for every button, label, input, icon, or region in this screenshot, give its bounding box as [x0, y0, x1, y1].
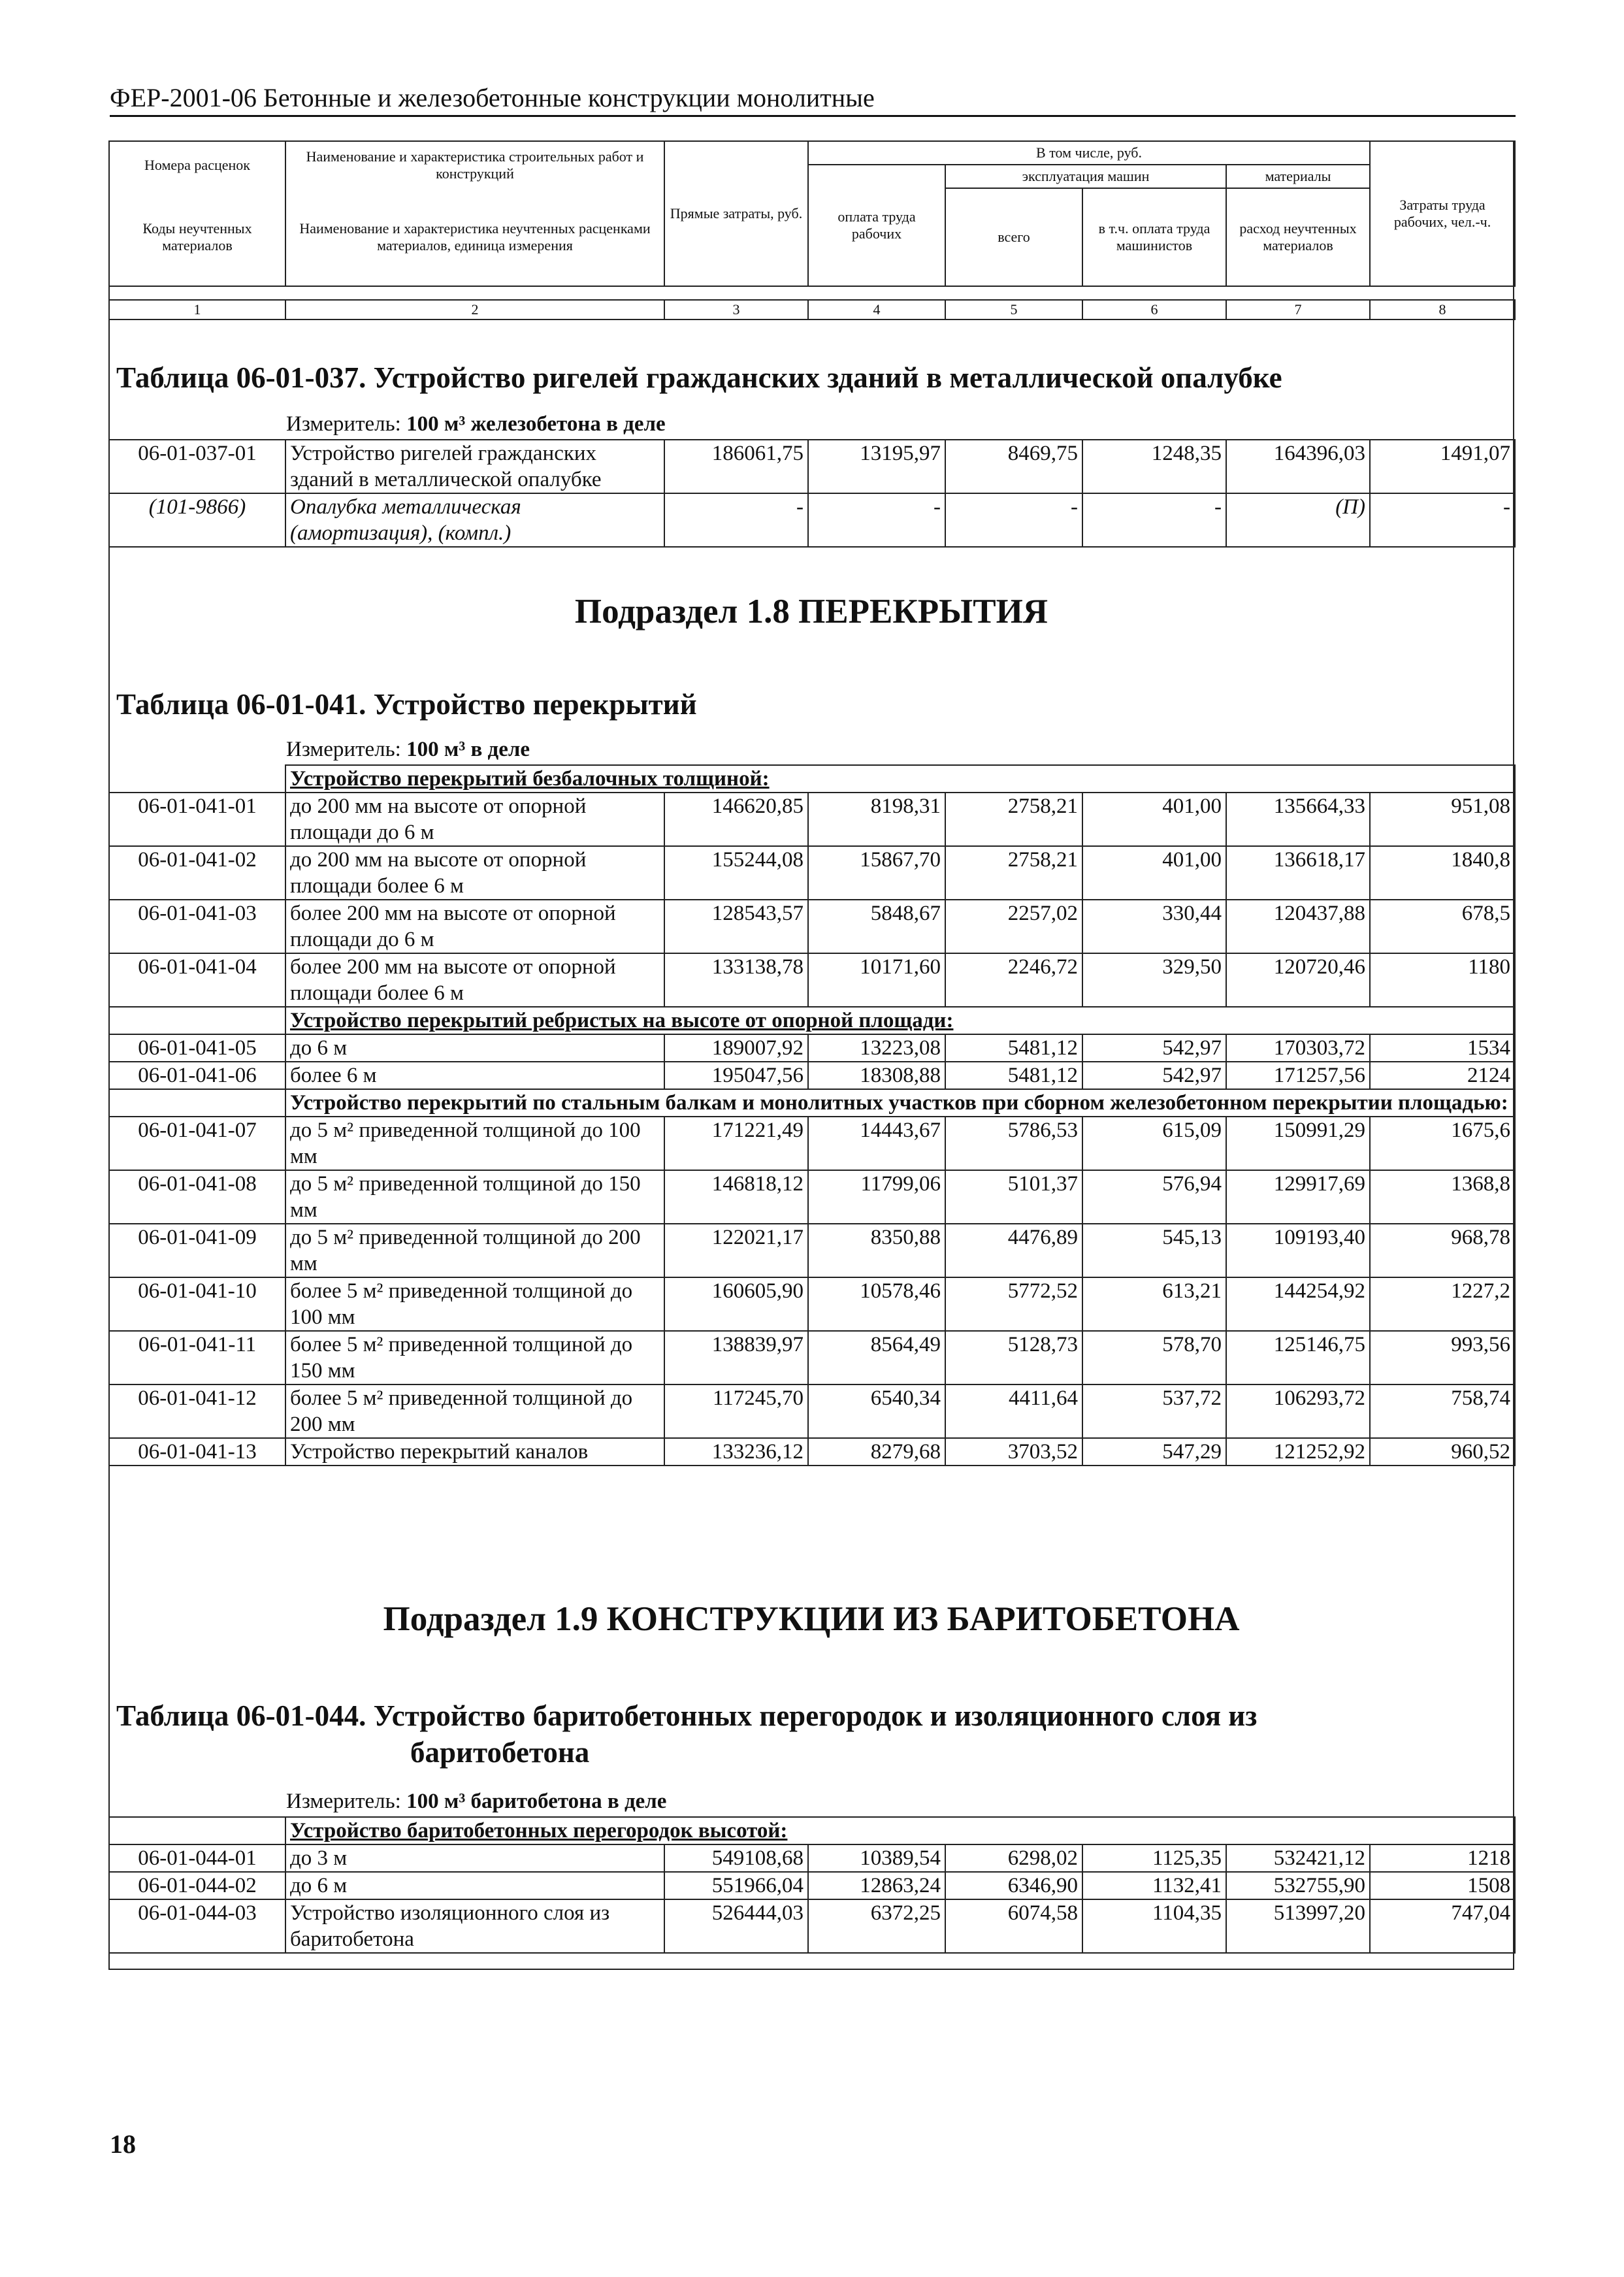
table-044-title-line2: баритобетона	[410, 1736, 590, 1769]
row-c3: 138839,97	[664, 1331, 808, 1384]
subsection-1-9-title: Подраздел 1.9 КОНСТРУКЦИИ ИЗ БАРИТОБЕТОНА	[383, 1600, 1240, 1638]
column-header-table	[108, 140, 1516, 287]
table-row	[109, 1034, 1515, 1062]
group-label: Устройство баритобетонных перегородок высотой:	[285, 1817, 1515, 1844]
row-c8: 1840,8	[1370, 846, 1515, 900]
header-rule	[110, 115, 1516, 117]
table-row	[109, 1117, 1515, 1170]
row-c4: 8350,88	[808, 1224, 945, 1277]
col-num-2: 2	[285, 300, 664, 319]
materials-header: материалы	[1226, 165, 1370, 188]
col5-header: всего	[945, 188, 1082, 286]
row-c5: 5481,12	[945, 1062, 1082, 1089]
page-number: 18	[110, 2129, 136, 2159]
row-c8: 1508	[1370, 1872, 1515, 1899]
row-code: (101-9866)	[109, 493, 285, 547]
row-c4: 13223,08	[808, 1034, 945, 1062]
table-row	[109, 1277, 1515, 1331]
table-044-meter	[286, 1789, 666, 1814]
row-c3: 160605,90	[664, 1277, 808, 1331]
row-c7: 144254,92	[1226, 1277, 1370, 1331]
row-c8: 968,78	[1370, 1224, 1515, 1277]
row-name: более 200 мм на высоте от опорной площади более 6 м	[285, 953, 664, 1007]
table-044	[108, 1816, 1516, 1954]
col6-header: в т.ч. оплата труда машинистов	[1082, 188, 1226, 286]
table-row	[109, 793, 1515, 846]
meter-prefix: Измеритель:	[286, 1790, 407, 1813]
table-row	[109, 440, 1515, 493]
row-c3: 146620,85	[664, 793, 808, 846]
row-c7: 513997,20	[1226, 1899, 1370, 1953]
row-c8: 1218	[1370, 1844, 1515, 1872]
row-c4: -	[808, 493, 945, 547]
row-c7: 171257,56	[1226, 1062, 1370, 1089]
row-c5: 6346,90	[945, 1872, 1082, 1899]
row-code: 06-01-041-05	[109, 1034, 285, 1062]
row-name: до 6 м	[285, 1872, 664, 1899]
meter-prefix: Измеритель:	[286, 412, 407, 436]
row-c3: 133138,78	[664, 953, 808, 1007]
row-c4: 15867,70	[808, 846, 945, 900]
table-row	[109, 1170, 1515, 1224]
row-c3: 122021,17	[664, 1224, 808, 1277]
row-c6: 542,97	[1082, 1062, 1226, 1089]
table-row	[109, 1899, 1515, 1953]
meter-prefix: Измеритель:	[286, 738, 407, 761]
row-name: более 200 мм на высоте от опорной площади до 6 м	[285, 900, 664, 953]
row-c5: 6298,02	[945, 1844, 1082, 1872]
row-c6: 329,50	[1082, 953, 1226, 1007]
row-c4: 13195,97	[808, 440, 945, 493]
row-c5: 2758,21	[945, 793, 1082, 846]
table-row	[109, 493, 1515, 547]
table-row	[109, 953, 1515, 1007]
row-c6: 1248,35	[1082, 440, 1226, 493]
row-c3: 195047,56	[664, 1062, 808, 1089]
row-c3: 549108,68	[664, 1844, 808, 1872]
row-c6: 613,21	[1082, 1277, 1226, 1331]
row-c5: 2246,72	[945, 953, 1082, 1007]
row-name: до 5 м² приведенной толщиной до 100 мм	[285, 1117, 664, 1170]
col-num-4: 4	[808, 300, 945, 319]
col-num-5: 5	[945, 300, 1082, 319]
table-row	[109, 1872, 1515, 1899]
table-041-title: Таблица 06-01-041. Устройство перекрытий	[116, 688, 697, 721]
table-041-meter	[286, 737, 530, 762]
row-c3: 155244,08	[664, 846, 808, 900]
row-c4: 18308,88	[808, 1062, 945, 1089]
row-c5: 5101,37	[945, 1170, 1082, 1224]
row-code: 06-01-041-04	[109, 953, 285, 1007]
row-c7: 109193,40	[1226, 1224, 1370, 1277]
col-num-8: 8	[1370, 300, 1515, 319]
row-code: 06-01-044-02	[109, 1872, 285, 1899]
row-c7: 120720,46	[1226, 953, 1370, 1007]
row-code: 06-01-041-13	[109, 1438, 285, 1466]
table-row	[109, 1438, 1515, 1466]
row-name: более 6 м	[285, 1062, 664, 1089]
row-c8: 747,04	[1370, 1899, 1515, 1953]
table-row	[109, 900, 1515, 953]
row-name: до 3 м	[285, 1844, 664, 1872]
row-c7: 150991,29	[1226, 1117, 1370, 1170]
row-c4: 10171,60	[808, 953, 945, 1007]
row-c4: 11799,06	[808, 1170, 945, 1224]
row-name: более 5 м² приведенной толщиной до 200 мм	[285, 1384, 664, 1438]
row-name: Устройство перекрытий каналов	[285, 1438, 664, 1466]
row-c3: -	[664, 493, 808, 547]
row-code: 06-01-041-09	[109, 1224, 285, 1277]
row-c7: 106293,72	[1226, 1384, 1370, 1438]
row-c7: 121252,92	[1226, 1438, 1370, 1466]
row-c5: 5786,53	[945, 1117, 1082, 1170]
row-c8: 960,52	[1370, 1438, 1515, 1466]
row-c6: 1125,35	[1082, 1844, 1226, 1872]
row-c7: 164396,03	[1226, 440, 1370, 493]
row-c8: 1227,2	[1370, 1277, 1515, 1331]
row-c8: 951,08	[1370, 793, 1515, 846]
row-c4: 6372,25	[808, 1899, 945, 1953]
row-c5: 2257,02	[945, 900, 1082, 953]
col-num-3: 3	[664, 300, 808, 319]
row-c6: 547,29	[1082, 1438, 1226, 1466]
row-c5: 6074,58	[945, 1899, 1082, 1953]
row-name: до 5 м² приведенной толщиной до 200 мм	[285, 1224, 664, 1277]
meter-value: 100 м³ железобетона в деле	[406, 412, 666, 436]
row-c5: 2758,21	[945, 846, 1082, 900]
row-c3: 551966,04	[664, 1872, 808, 1899]
row-c8: 758,74	[1370, 1384, 1515, 1438]
row-c4: 10578,46	[808, 1277, 945, 1331]
row-c8: 2124	[1370, 1062, 1515, 1089]
row-c6: 401,00	[1082, 846, 1226, 900]
row-c6: 542,97	[1082, 1034, 1226, 1062]
row-c5: 8469,75	[945, 440, 1082, 493]
row-c8: 1368,8	[1370, 1170, 1515, 1224]
row-c6: 1132,41	[1082, 1872, 1226, 1899]
row-code: 06-01-044-03	[109, 1899, 285, 1953]
row-code: 06-01-041-10	[109, 1277, 285, 1331]
row-name: более 5 м² приведенной толщиной до 150 мм	[285, 1331, 664, 1384]
page-header: ФЕР-2001-06 Бетонные и железобетонные конструкции монолитные	[110, 83, 875, 112]
row-c5: 5481,12	[945, 1034, 1082, 1062]
row-c3: 146818,12	[664, 1170, 808, 1224]
row-c8: 1491,07	[1370, 440, 1515, 493]
group-label: Устройство перекрытий безбалочных толщиной:	[285, 765, 1515, 793]
row-code: 06-01-041-03	[109, 900, 285, 953]
row-c7: 120437,88	[1226, 900, 1370, 953]
col8-header: Затраты труда рабочих, чел.-ч.	[1370, 141, 1515, 286]
row-c4: 12863,24	[808, 1872, 945, 1899]
row-code: 06-01-041-01	[109, 793, 285, 846]
row-c5: 4476,89	[945, 1224, 1082, 1277]
table-row	[109, 1062, 1515, 1089]
row-name: до 200 мм на высоте от опорной площади до 6 м	[285, 793, 664, 846]
row-c3: 133236,12	[664, 1438, 808, 1466]
row-code: 06-01-041-06	[109, 1062, 285, 1089]
row-name: до 200 мм на высоте от опорной площади более 6 м	[285, 846, 664, 900]
column-number-row	[108, 299, 1516, 320]
row-c7: 532755,90	[1226, 1872, 1370, 1899]
col-num-6: 6	[1082, 300, 1226, 319]
incl-header: В том числе, руб.	[808, 141, 1370, 165]
row-c6: -	[1082, 493, 1226, 547]
machines-header: эксплуатация машин	[945, 165, 1226, 188]
row-c6: 576,94	[1082, 1170, 1226, 1224]
row-c7: 125146,75	[1226, 1331, 1370, 1384]
row-c5: 3703,52	[945, 1438, 1082, 1466]
row-code: 06-01-044-01	[109, 1844, 285, 1872]
meter-value: 100 м³ в деле	[406, 738, 530, 761]
row-code: 06-01-041-07	[109, 1117, 285, 1170]
row-c3: 186061,75	[664, 440, 808, 493]
row-c3: 189007,92	[664, 1034, 808, 1062]
row-c5: 5772,52	[945, 1277, 1082, 1331]
table-037-title: Таблица 06-01-037. Устройство ригелей гражданских зданий в металлической опалубке	[116, 361, 1282, 394]
col3-header: Прямые затраты, руб.	[664, 141, 808, 286]
row-code: 06-01-041-12	[109, 1384, 285, 1438]
row-c3: 526444,03	[664, 1899, 808, 1953]
row-c7: 170303,72	[1226, 1034, 1370, 1062]
table-row	[109, 1331, 1515, 1384]
col1-bottom: Коды неучтенных материалов	[109, 188, 285, 286]
row-c8: 993,56	[1370, 1331, 1515, 1384]
row-c6: 545,13	[1082, 1224, 1226, 1277]
row-name: до 5 м² приведенной толщиной до 150 мм	[285, 1170, 664, 1224]
row-c7: 136618,17	[1226, 846, 1370, 900]
table-row	[109, 1224, 1515, 1277]
table-037	[108, 439, 1516, 548]
row-c7: 135664,33	[1226, 793, 1370, 846]
col7-header: расход неучтенных материалов	[1226, 188, 1370, 286]
row-c6: 578,70	[1082, 1331, 1226, 1384]
row-name: до 6 м	[285, 1034, 664, 1062]
row-c7: 532421,12	[1226, 1844, 1370, 1872]
row-c3: 128543,57	[664, 900, 808, 953]
row-c6: 1104,35	[1082, 1899, 1226, 1953]
row-c6: 401,00	[1082, 793, 1226, 846]
row-c7: 129917,69	[1226, 1170, 1370, 1224]
row-c6: 537,72	[1082, 1384, 1226, 1438]
row-c4: 10389,54	[808, 1844, 945, 1872]
row-code: 06-01-041-08	[109, 1170, 285, 1224]
row-name: Устройство изоляционного слоя из баритобетона	[285, 1899, 664, 1953]
row-name: Опалубка металлическая (амортизация), (компл.)	[285, 493, 664, 547]
col2-bottom: Наименование и характеристика неучтенных расценками материалов, единица измерения	[285, 188, 664, 286]
table-044-title-line1: Таблица 06-01-044. Устройство баритобетонных перегородок и изоляционного слоя из	[116, 1699, 1258, 1732]
row-c5: -	[945, 493, 1082, 547]
row-c5: 4411,64	[945, 1384, 1082, 1438]
table-041	[108, 764, 1516, 1466]
group-label: Устройство перекрытий ребристых на высоте от опорной площади:	[285, 1007, 1515, 1034]
row-c4: 8279,68	[808, 1438, 945, 1466]
row-c8: 1180	[1370, 953, 1515, 1007]
row-c6: 330,44	[1082, 900, 1226, 953]
row-c7: (П)	[1226, 493, 1370, 547]
row-c6: 615,09	[1082, 1117, 1226, 1170]
col1-top: Номера расценок	[109, 141, 285, 188]
row-c4: 14443,67	[808, 1117, 945, 1170]
row-c4: 6540,34	[808, 1384, 945, 1438]
table-row	[109, 1844, 1515, 1872]
row-c8: -	[1370, 493, 1515, 547]
meter-value: 100 м³ баритобетона в деле	[406, 1790, 667, 1813]
row-c3: 117245,70	[664, 1384, 808, 1438]
row-code: 06-01-041-11	[109, 1331, 285, 1384]
row-name: более 5 м² приведенной толщиной до 100 мм	[285, 1277, 664, 1331]
row-c8: 1534	[1370, 1034, 1515, 1062]
subsection-1-8-title: Подраздел 1.8 ПЕРЕКРЫТИЯ	[574, 593, 1048, 631]
table-row	[109, 846, 1515, 900]
row-c4: 8564,49	[808, 1331, 945, 1384]
row-code: 06-01-037-01	[109, 440, 285, 493]
row-c8: 678,5	[1370, 900, 1515, 953]
row-code: 06-01-041-02	[109, 846, 285, 900]
col4-header: оплата труда рабочих	[808, 165, 945, 286]
table-row	[109, 1384, 1515, 1438]
col2-top: Наименование и характеристика строительных работ и конструкций	[285, 141, 664, 188]
row-c3: 171221,49	[664, 1117, 808, 1170]
row-c4: 8198,31	[808, 793, 945, 846]
row-c4: 5848,67	[808, 900, 945, 953]
row-name: Устройство ригелей гражданских зданий в металлической опалубке	[285, 440, 664, 493]
col-num-1: 1	[109, 300, 285, 319]
group-label: Устройство перекрытий по стальным балкам и монолитных участков при сборном железобетонном перекрытии площадью:	[285, 1089, 1515, 1117]
row-c5: 5128,73	[945, 1331, 1082, 1384]
table-037-meter	[286, 412, 666, 436]
row-c8: 1675,6	[1370, 1117, 1515, 1170]
col-num-7: 7	[1226, 300, 1370, 319]
